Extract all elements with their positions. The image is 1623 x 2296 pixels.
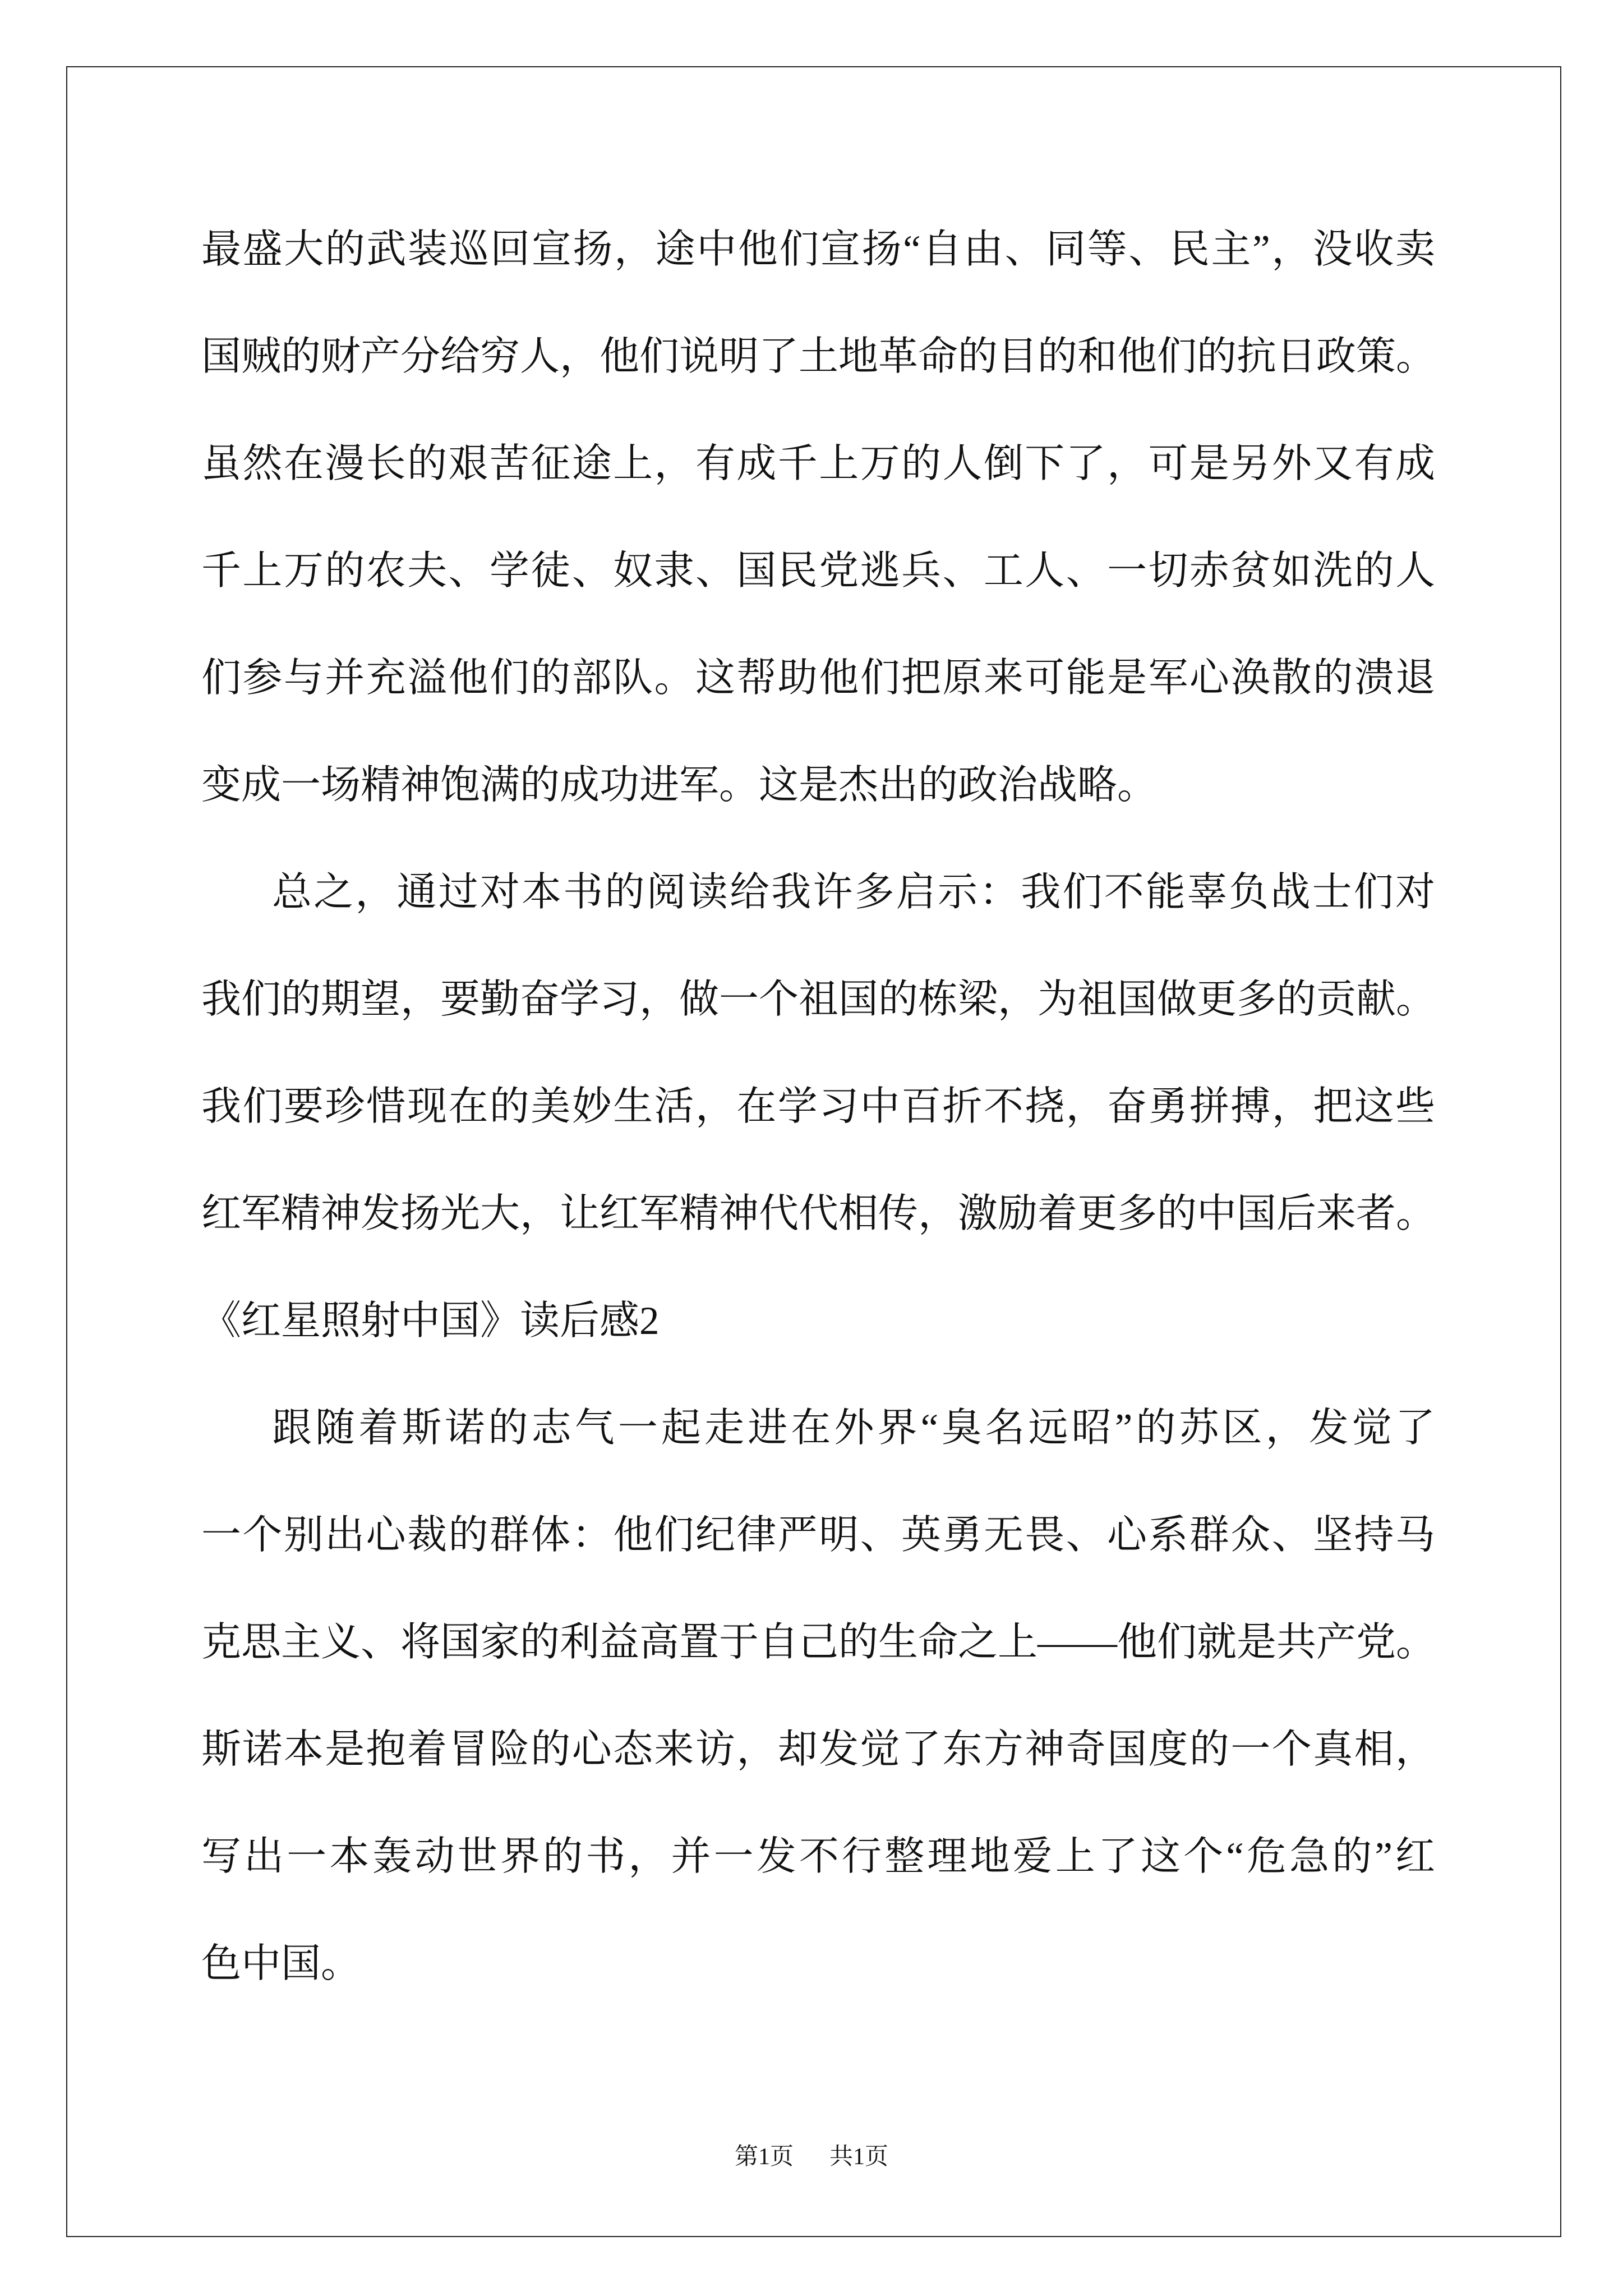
text-line: 写出一本轰动世界的书，并一发不行整理地爱上了这个“危急的”红 — [201, 1835, 1435, 1879]
text-line: 总之，通过对本书的阅读给我许多启示：我们不能辜负战士们对 — [272, 871, 1435, 914]
text-line: 跟随着斯诺的志气一起走进在外界“臭名远昭”的苏区，发觉了 — [272, 1406, 1435, 1450]
text-line: 变成一场精神饱满的成功进军。这是杰出的政治战略。 — [201, 763, 1158, 807]
paragraph — [201, 196, 1435, 839]
section-title: 《红星照射中国》读后感2 — [201, 1299, 660, 1343]
text-line: 斯诺本是抱着冒险的心态来访，却发觉了东方神奇国度的一个真相， — [201, 1728, 1435, 1772]
text-line: 克思主义、将国家的利益高置于自己的生命之上——他们就是共产党。 — [201, 1621, 1436, 1664]
page-number: 第1页 — [734, 2144, 794, 2170]
text-line: 色中国。 — [201, 1942, 361, 1986]
text-line: 千上万的农夫、学徒、奴隶、国民党逃兵、工人、一切赤贫如洗的人 — [201, 549, 1435, 593]
paragraph — [201, 1375, 1435, 2018]
page-total: 共1页 — [829, 2144, 889, 2170]
text-line: 我们要珍惜现在的美妙生活，在学习中百折不挠，奋勇拼搏，把这些 — [201, 1085, 1435, 1129]
text-line: 一个别出心裁的群体：他们纪律严明、英勇无畏、心系群众、坚持马 — [201, 1513, 1435, 1557]
document-body — [201, 196, 1435, 2018]
text-line: 红军精神发扬光大，让红军精神代代相传，激励着更多的中国后来者。 — [201, 1192, 1436, 1236]
text-line: 们参与并充溢他们的部队。这帮助他们把原来可能是军心涣散的溃退 — [201, 656, 1435, 700]
text-line: 我们的期望，要勤奋学习，做一个祖国的栋梁，为祖国做更多的贡献。 — [201, 978, 1436, 1022]
paragraph — [201, 839, 1435, 1268]
text-line: 虽然在漫长的艰苦征途上，有成千上万的人倒下了，可是另外又有成 — [201, 442, 1435, 486]
page-footer — [0, 2142, 1623, 2172]
text-line: 国贼的财产分给穷人，他们说明了土地革命的目的和他们的抗日政策。 — [201, 335, 1436, 379]
text-line: 最盛大的武装巡回宣扬，途中他们宣扬“自由、同等、民主”，没收卖 — [201, 228, 1435, 272]
